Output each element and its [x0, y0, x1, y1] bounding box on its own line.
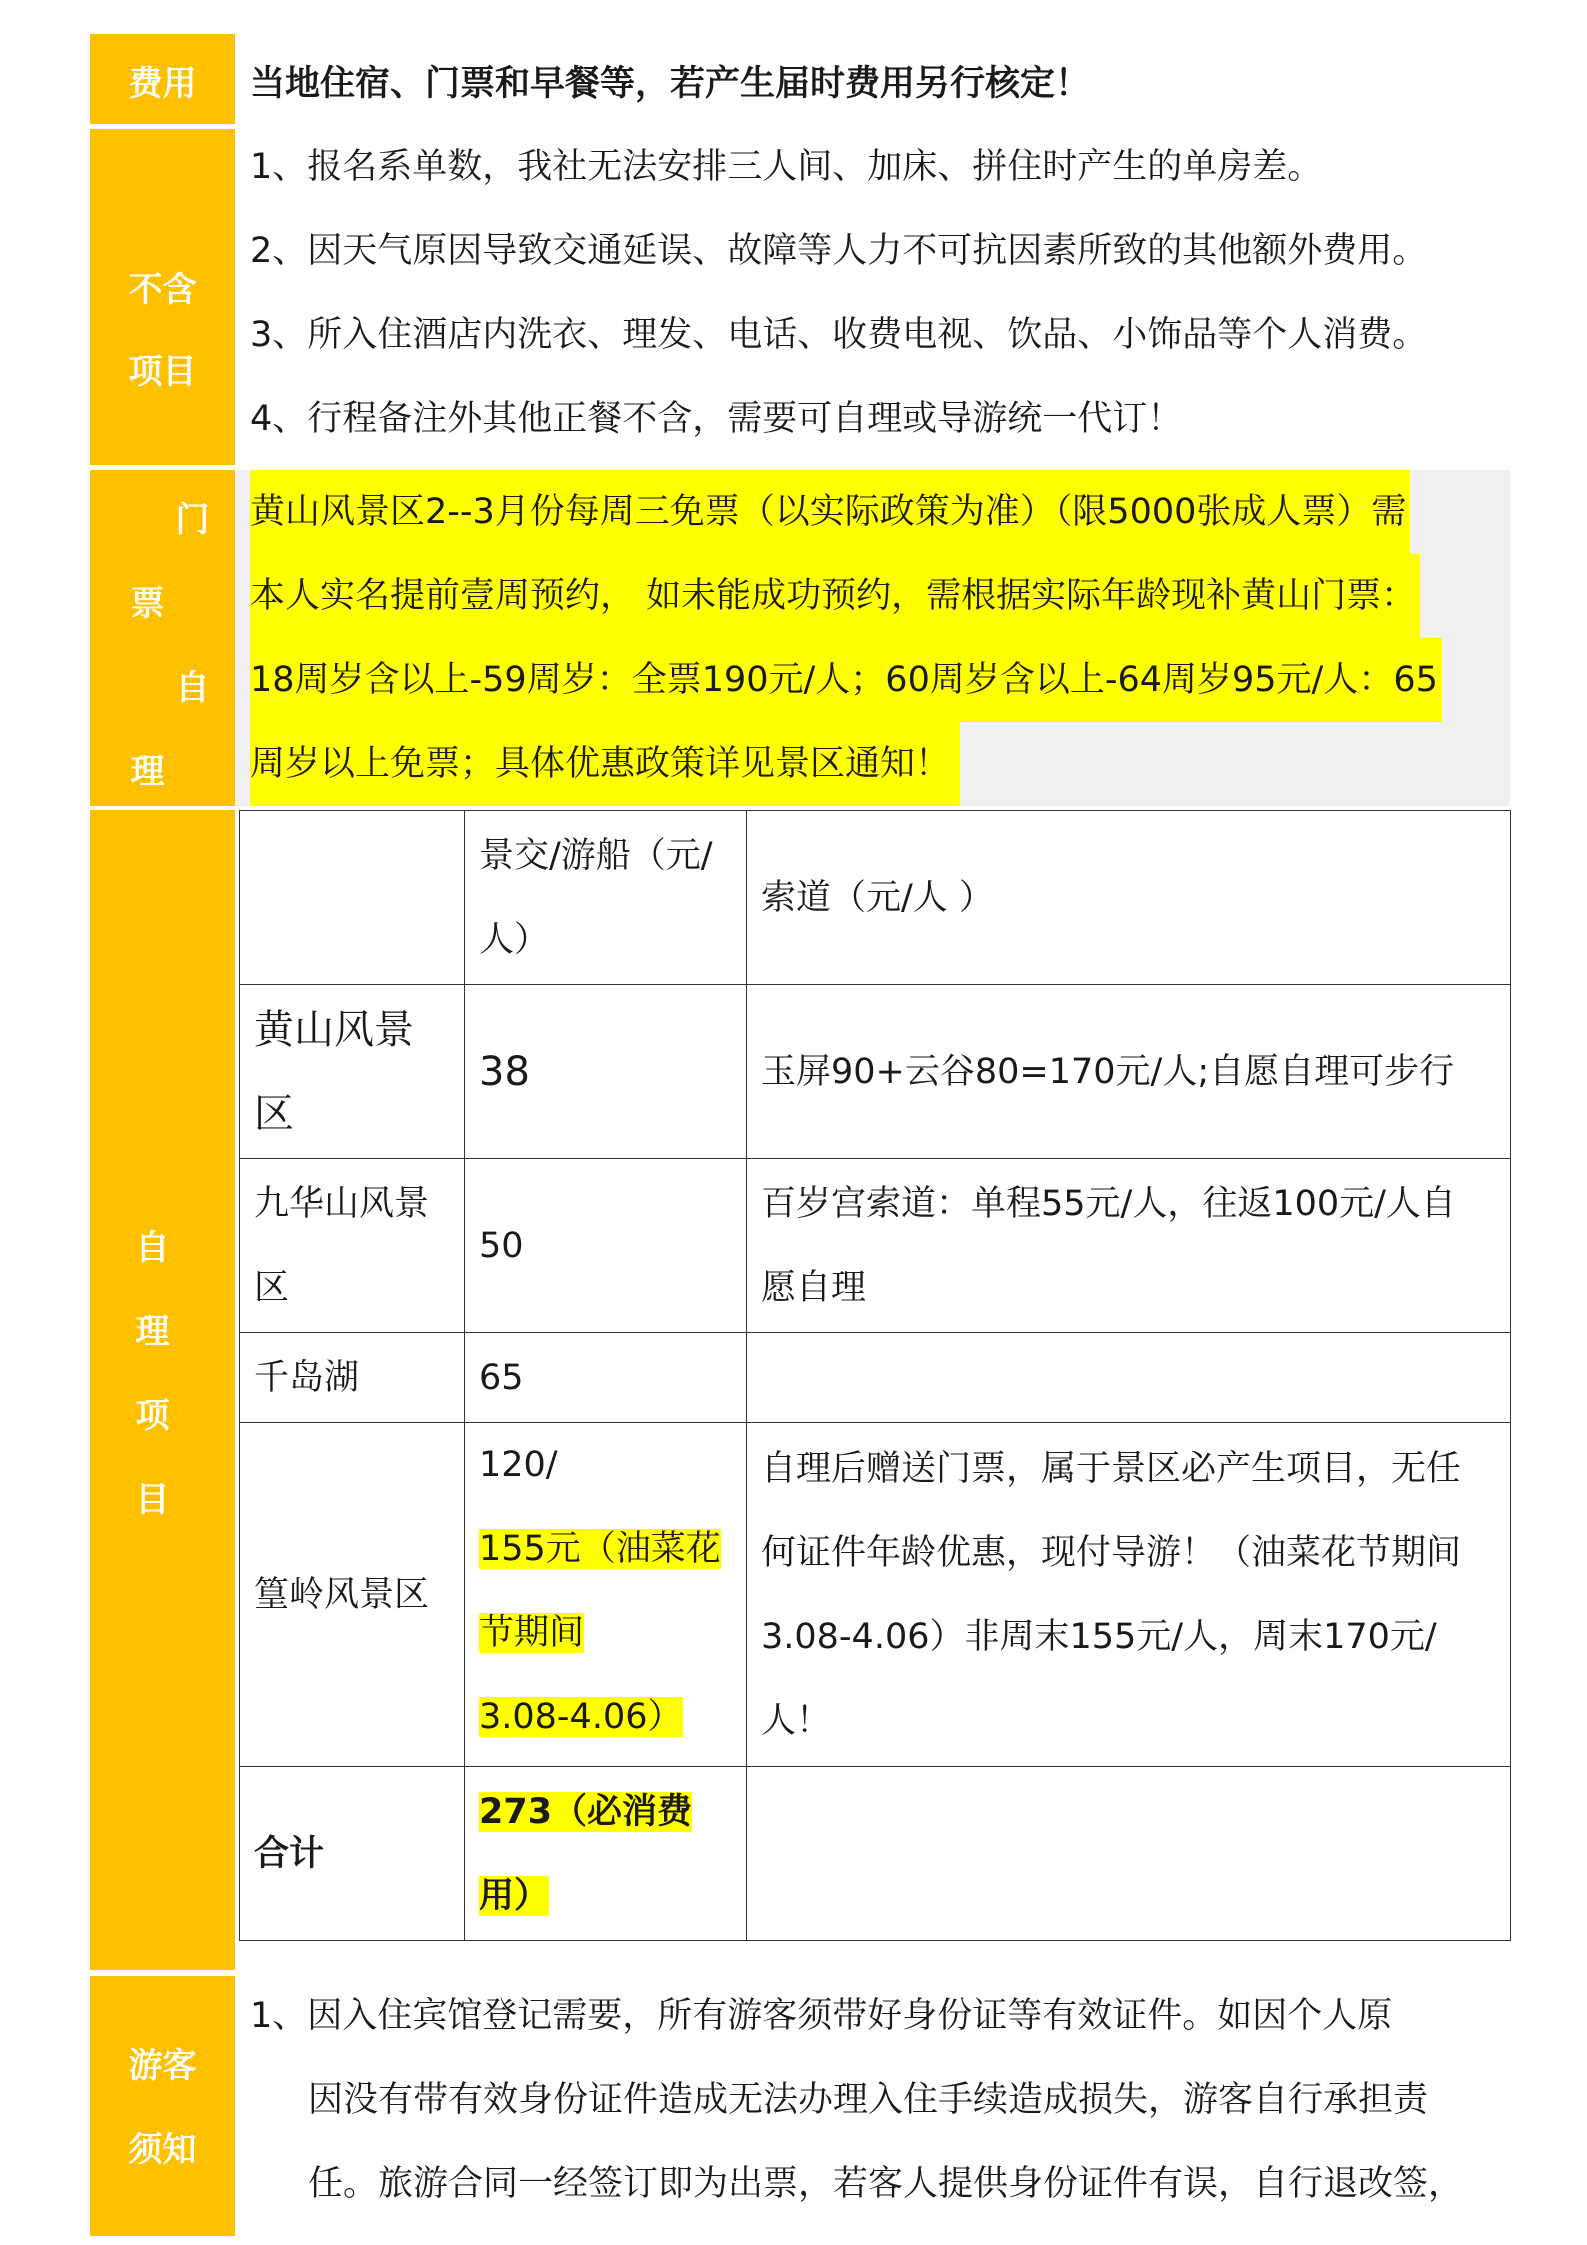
excluded-item: 2、因天气原因导致交通延误、故障等人力不可抗因素所致的其他额外费用。 [250, 231, 1428, 271]
ticket-row [90, 470, 1510, 806]
cableway-price: 玉屏90+云谷80=170元/人;自愿自理可步行 [747, 985, 1511, 1159]
total-value: 273（必消费 用） [465, 1767, 747, 1941]
header-transport: 景交/游船（元/ 人） [465, 811, 747, 985]
cableway-price: 自理后赠送门票，属于景区必产生项目，无任 何证件年龄优惠，现付导游！（油菜花节期间 3.08-4.06）非周末155元/人，周末170元/ 人！ [747, 1423, 1511, 1767]
excluded-item: 1、报名系单数，我社无法安排三人间、加床、拼住时产生的单房差。 [250, 147, 1323, 187]
ticket-line: 周岁以上免票；具体优惠政策详见景区通知！ [250, 722, 960, 806]
fee-text: 当地住宿、门票和早餐等，若产生届时费用另行核定！ [250, 64, 1091, 104]
transport-price: 120/ 155元（油菜花 节期间 3.08-4.06） [465, 1423, 747, 1767]
cableway-price: 百岁宫索道：单程55元/人，往返100元/人自 愿自理 [747, 1159, 1511, 1333]
transport-price: 50 [465, 1159, 747, 1333]
table-row [240, 985, 1511, 1159]
cableway-price [747, 1333, 1511, 1423]
scenic-name: 篁岭风景区 [240, 1423, 465, 1767]
scenic-name: 九华山风景 区 [240, 1159, 465, 1333]
header-cableway: 索道（元/人 ） [747, 811, 1511, 985]
excluded-item: 4、行程备注外其他正餐不含，需要可自理或导游统一代订！ [250, 399, 1183, 439]
scenic-name: 黄山风景 区 [240, 985, 465, 1159]
notice-line: 1、因入住宾馆登记需要，所有游客须带好身份证等有效证件。如因个人原 [250, 1996, 1393, 2036]
notice-line: 因没有带有效身份证件造成无法办理入住手续造成损失，游客自行承担责 [308, 2080, 1429, 2120]
ticket-line: 18周岁含以上-59周岁：全票190元/人；60周岁含以上-64周岁95元/人：65 [250, 638, 1442, 722]
table-row [240, 1423, 1511, 1767]
self-pay-label: 自 理 项 目 [90, 810, 235, 1970]
self-pay-row [90, 810, 1510, 1970]
table-row [240, 1159, 1511, 1333]
table-header-row [240, 811, 1511, 985]
notice-row [90, 1976, 1510, 2236]
total-label: 合计 [240, 1767, 465, 1941]
self-pay-table [239, 810, 1511, 1941]
notice-label: 游客 须知 [90, 1976, 235, 2236]
excluded-item: 3、所入住酒店内洗衣、理发、电话、收费电视、饮品、小饰品等个人消费。 [250, 315, 1428, 355]
table-total-row [240, 1767, 1511, 1941]
table-row [240, 1333, 1511, 1423]
scenic-name: 千岛湖 [240, 1333, 465, 1423]
transport-price: 65 [465, 1333, 747, 1423]
header-scenic-area [240, 811, 465, 985]
excluded-label: 不含 项目 [90, 129, 235, 465]
transport-price: 38 [465, 985, 747, 1159]
excluded-row [90, 129, 1510, 465]
notice-line: 任。旅游合同一经签订即为出票，若客人提供身份证件有误，自行退改签， [308, 2164, 1464, 2204]
fee-row [90, 34, 1510, 124]
fee-label: 费用 [90, 34, 235, 124]
ticket-line: 本人实名提前壹周预约， 如未能成功预约，需根据实际年龄现补黄山门票： [250, 554, 1420, 638]
ticket-label: 门 票 自 理 [90, 470, 235, 806]
ticket-line: 黄山风景区2--3月份每周三免票（以实际政策为准）（限5000张成人票）需 [250, 470, 1410, 554]
total-empty [747, 1767, 1511, 1941]
